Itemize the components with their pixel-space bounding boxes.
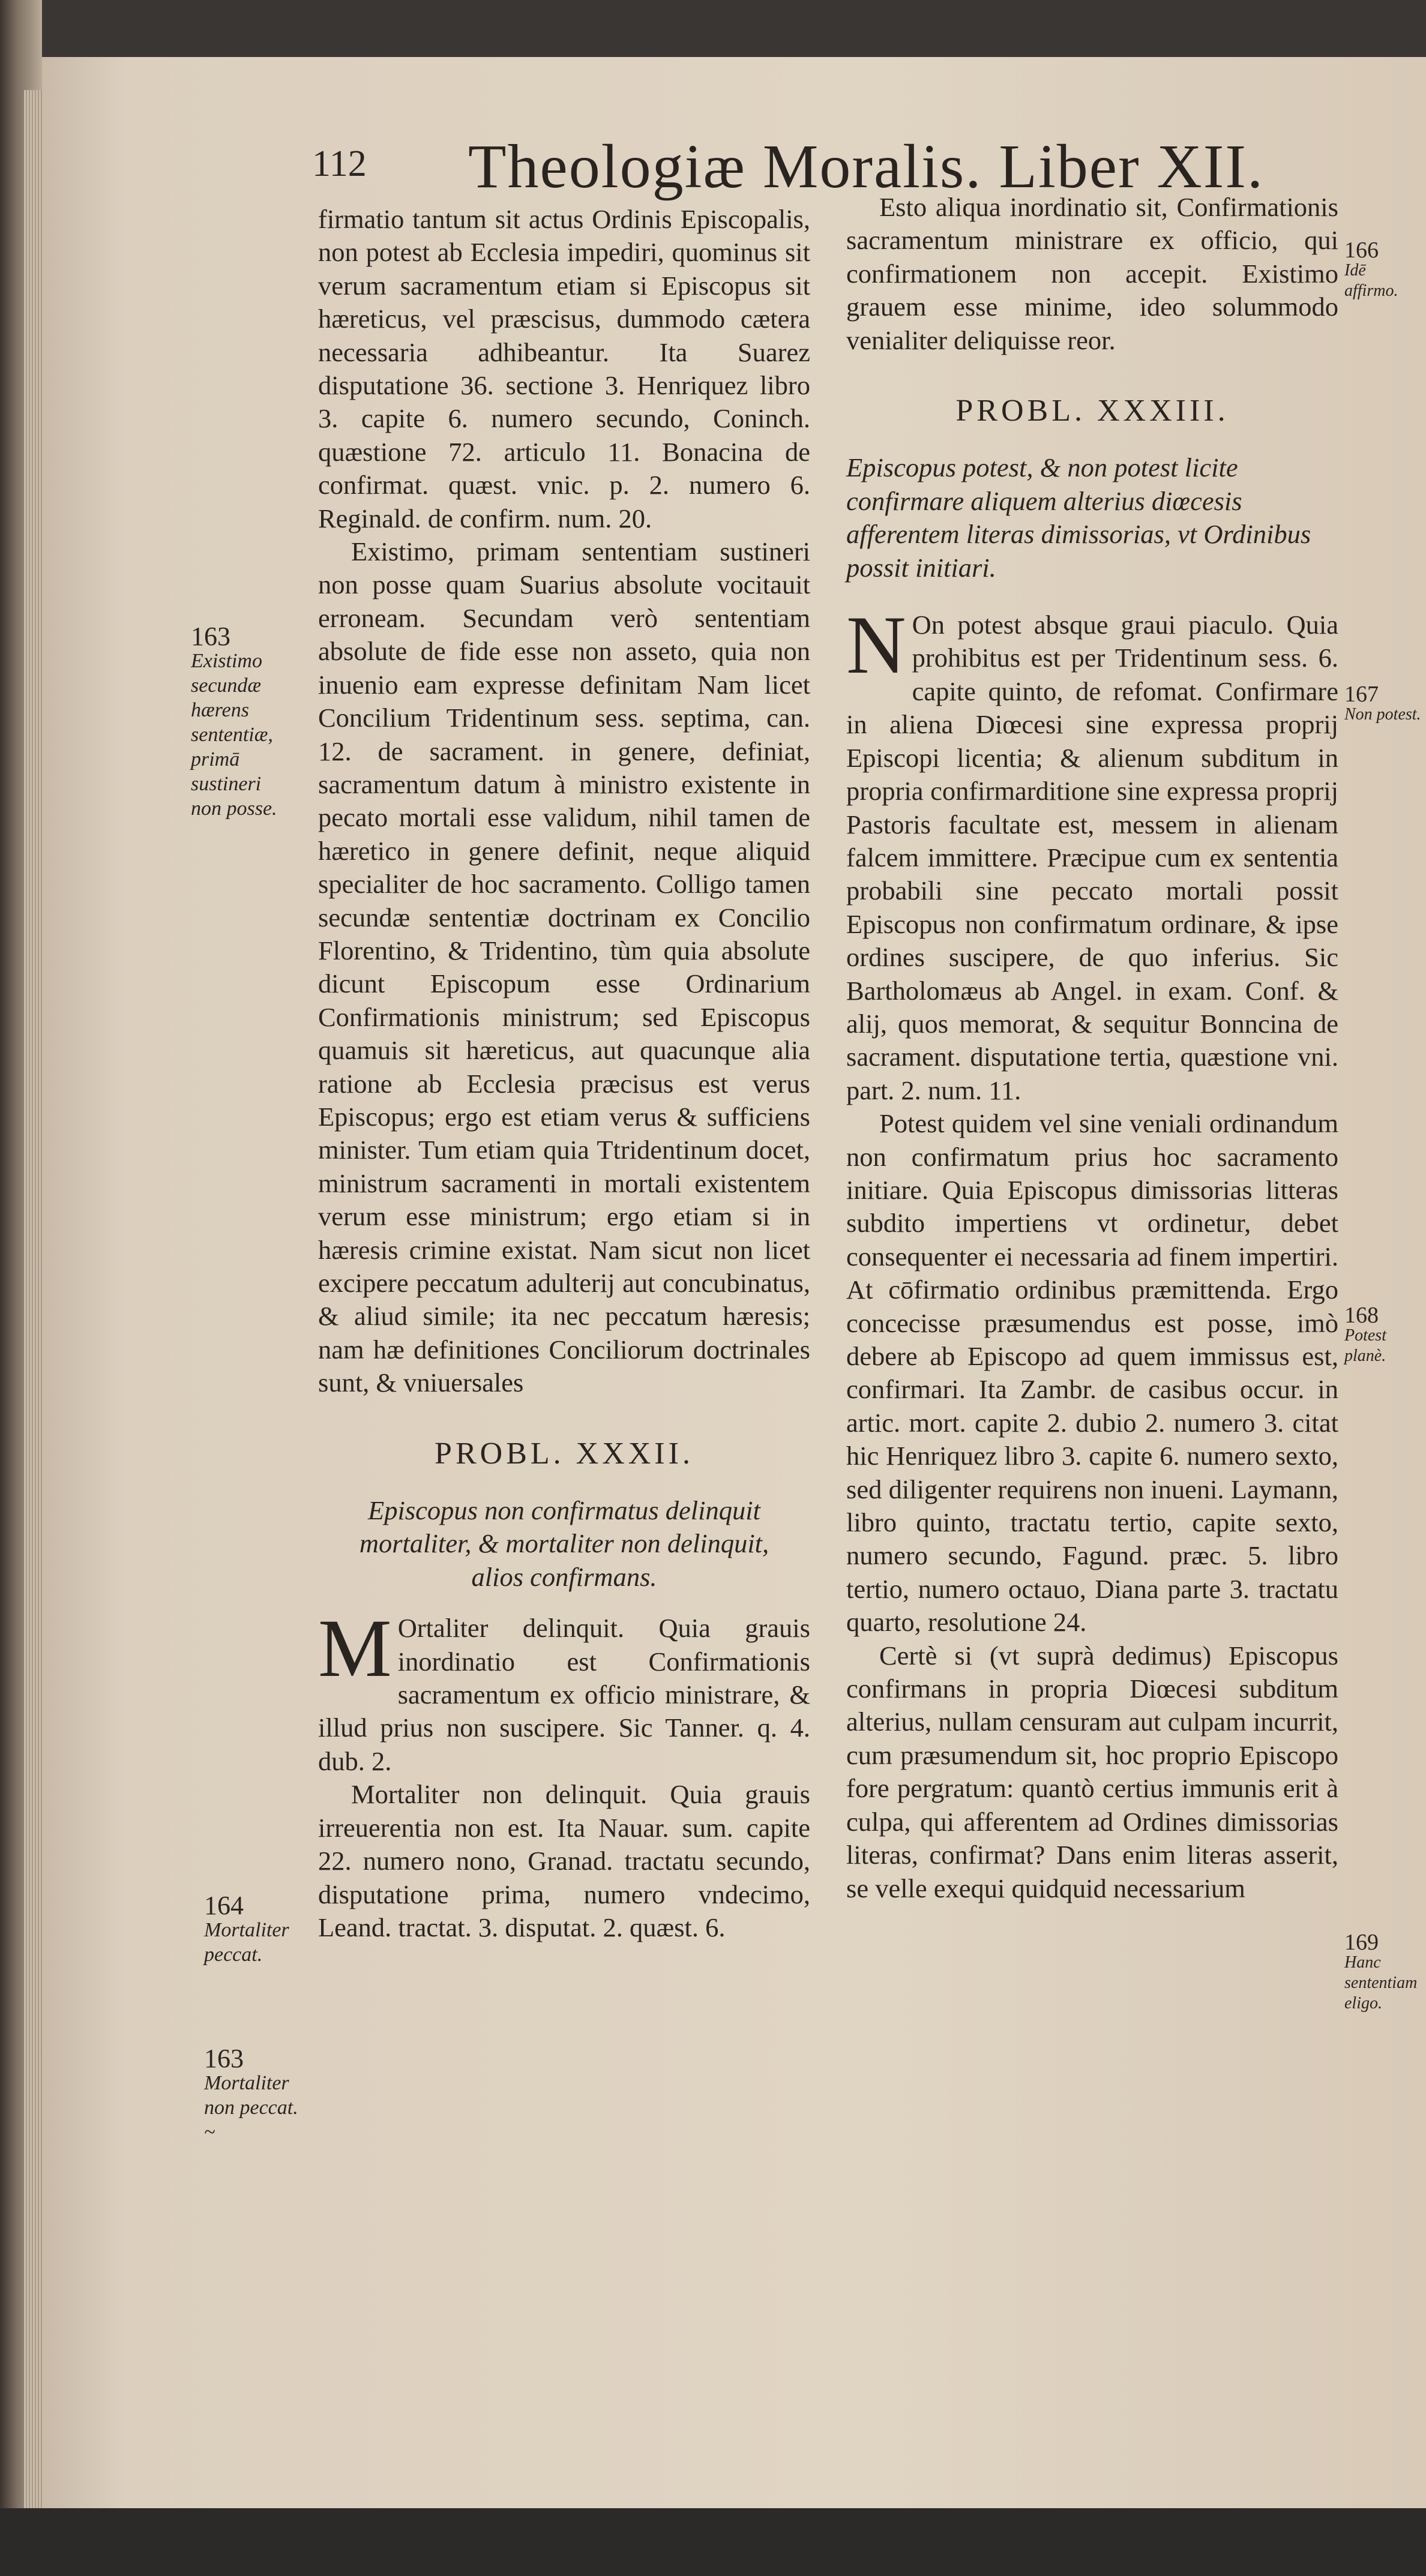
background-strip [0,2508,1426,2576]
margin-note-168 [1344,1305,1422,1366]
paragraph: Esto aliqua inordinatio sit, Confirmationis sacramentum ministrare ex officio, qui confirmationem non accepit. Existimo grauem esse minime, ideo solummodo venialiter deliquisse reor. [846,192,1338,355]
margin-note-text: Hanc sententiam eligo. [1344,1953,1418,2013]
margin-note-164 [204,1893,294,1967]
left-column [318,203,810,1944]
paragraph: Ortaliter delinquit. Quia grauis inordinatio est Confirmationis sacramentum ex officio ministrare, & illud prius non suscipere. Sic Tanner. q. 4. dub. 2. [318,1613,810,1776]
paragraph: Mortaliter non delinquit. Quia grauis irreuerentia non est. Ita Nauar. sum. capite 22. numero nono, Granad. tractatu secundo, disputatione prima, numero vndecimo, Leand. tractat. 3. disputat. 2. quæst. 6. [318,1779,810,1942]
margin-note-text: Mortaliter non peccat. ~ [204,2072,298,2143]
drop-cap: N [846,599,906,691]
margin-note-text: Idē affirmo. [1344,261,1398,300]
margin-note-number: 163 [204,2044,244,2073]
margin-note-number: 167 [1344,682,1379,707]
paragraph: firmatio tantum sit actus Ordinis Episcopalis, non potest ab Ecclesia impediri, quominus sit verum sacramentum etiam si Episcopus sit hæreticus, vel præscisus, dummodo cætera necessaria adhibeantur. Ita Suarez disputatione 36. sectione 3. Henriquez libro 3. capite 6. numero secundo, Coninch. quæstione 72. articulo 11. Bonacina de confirmat. quæst. vnic. p. 2. numero 6. Reginald. de confirm. num. 20. [318,204,810,533]
margin-note-text: Non potest. [1344,705,1421,724]
margin-note-text: Existimo secundæ hærens sententiæ, primā sustineri non posse. [191,650,277,820]
problem-heading: PROBL. XXXIII. [955,394,1229,428]
problem-summary: Episcopus potest, & non potest licite confirmare aliquem alterius diœcesis afferentem literas dimissorias, vt Ordinibus possit initiari. [846,452,1311,583]
margin-note-167 [1344,684,1422,725]
margin-note-number: 168 [1344,1303,1379,1328]
margin-note-163b [204,2046,300,2145]
right-column [846,191,1338,1905]
paragraph: Existimo, primam sententiam sustineri non posse quam Suarius absolute vocitauit erroneam. Secundam verò sententiam absolute de fide esse non asseto, quia non inuenio eam expresse definitam Nam licet Concilium Tridentinum sess. septima, can. 12. de sacrament. in genere, definiat, sacramentum datum à ministro existente in pecato mortali esse validum, nihil tamen de hæretico in genere definit, neque aliquid specialiter de hoc sacramento. Colligo tamen secundæ sententiæ doctrinam ex Concilio Florentino, & Tridentino, tùm quia absolute dicunt Episcopum esse Ordinarium Confirmationis ministrum; sed Episcopus quamuis sit hæreticus, aut quacunque alia ratione ab Ecclesia præcisus est verus Episcopus; ergo est etiam verus & sufficiens minister. Tum etiam quia Ttridentinum docet, ministrum sacramenti in mortali existentem verum esse ministrum; ergo etiam si in hæresis crimine existat. Nam sicut non licet excipere peccatum adulterij aut concubinatus, & aliud simile; ita nec peccatum hæresis; nam hæ definitiones Conciliorum doctrinales sunt, & vniuersales [318,536,810,1398]
paragraph: Certè si (vt suprà dedimus) Episcopus confirmans in propria Diœcesi subditum alterius, nullam censuram aut culpam incurrit, cum præsumendum sit, hoc proprio Episcopo fore pergratum: quantò certius immunis erit à culpa, qui afferentem ad Ordines dimissorias literas, confirmat? Dans enim literas asserit, se velle exequi quidquid necessarium [846,1640,1338,1903]
margin-note-number: 169 [1344,1930,1379,1955]
margin-note-169 [1344,1932,1422,2014]
problem-summary: Episcopus non confirmatus delinquit mortaliter, & mortaliter non delinquit, alios confirmans. [359,1495,769,1592]
page-number: 112 [312,143,367,184]
margin-note-number: 163 [191,622,230,651]
margin-note-number: 164 [204,1891,244,1920]
margin-note-number: 166 [1344,238,1379,263]
margin-note-163a [191,624,293,821]
margin-note-text: Mortaliter peccat. [204,1919,289,1966]
running-title: Theologiæ Moralis. Liber XII. [468,132,1264,201]
drop-cap: M [318,1602,392,1695]
problem-heading: PROBL. XXXII. [435,1436,694,1471]
paragraph: On potest absque graui piaculo. Quia prohibitus est per Tridentinum sess. 6. capite quinto, de refomat. Confirmare in aliena Diœcesi sine expressa proprij Episcopi licentia; & alienum subditum in propria confirmarditione sine expressa proprij Pastoris facultate est, messem in alienam falcem immittere. Præcipue cum ex sententia probabili sine peccato mortali possit Episcopus non confirmatum ordinare, & ipse ordines suscipere, de quo inferius. Sic Bartholomæus ab Angel. in exam. Conf. & alij, quos memorat, & sequitur Bonncina de sacrament. disputatione tertia, quæstione vni. part. 2. num. 11. [846,610,1338,1105]
paragraph: Potest quidem vel sine veniali ordinandum non confirmatum prius hoc sacramento initiare. Quia Episcopus dimissorias litteras subdito impertiens vt ordinetur, debet consequenter ei necessaria ad finem impertiri. At cōfirmatio ordinibus præmittenda. Ergo concecisse præsumendus est posse, imò debere ab Episcopo ad quem immissus est, confirmari. Ita Zambr. de casibus occur. in artic. mort. capite 2. dubio 2. numero 3. citat hic Henriquez libro 3. capite 6. numero sexto, sed diligenter requirens non inueni. Laymann, libro quinto, tractatu tertio, capite sexto, numero secundo, Fagund. præc. 5. libro tertio, numero octauo, Diana parte 3. tractatu quarto, resolutione 24. [846,1108,1338,1638]
margin-note-text: Potest planè. [1344,1326,1386,1365]
margin-note-166 [1344,240,1422,301]
